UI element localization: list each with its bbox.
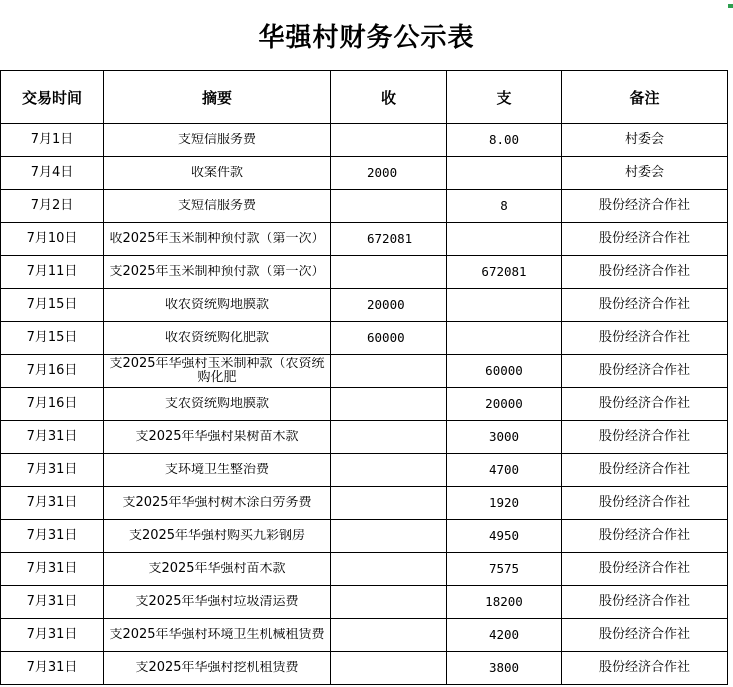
remark-cell-text: 股份经济合作社: [598, 231, 690, 246]
expense-cell-text: 4700: [488, 462, 520, 477]
table-row: [1, 190, 728, 223]
table-row: [1, 520, 728, 553]
expense-cell-text: 7575: [488, 561, 520, 576]
expense-cell-text: 4950: [488, 528, 520, 543]
table-row: [1, 586, 728, 619]
remark-cell[interactable]: [562, 322, 728, 355]
date-cell-text: 7月31日: [26, 594, 78, 609]
finance-table: [0, 70, 728, 685]
summary-cell-text: 支2025年华强村果树苗木款: [135, 430, 299, 444]
income-cell[interactable]: [331, 322, 447, 355]
remark-cell-text: 股份经济合作社: [598, 330, 690, 345]
remark-cell-text: 村委会: [624, 165, 664, 180]
table-row: [1, 256, 728, 289]
date-cell[interactable]: [1, 190, 104, 223]
income-cell[interactable]: [331, 586, 447, 619]
summary-cell[interactable]: [104, 157, 331, 190]
summary-cell-text: 支短信服务费: [177, 199, 256, 213]
date-cell-text: 7月31日: [26, 429, 78, 444]
date-cell-text: 7月31日: [26, 495, 78, 510]
table-row: [1, 388, 728, 421]
income-cell[interactable]: [331, 487, 447, 520]
summary-cell[interactable]: [104, 289, 331, 322]
income-cell[interactable]: [331, 421, 447, 454]
remark-cell[interactable]: [562, 256, 728, 289]
income-cell[interactable]: [331, 652, 447, 685]
income-cell[interactable]: [331, 388, 447, 421]
date-cell[interactable]: [1, 124, 104, 157]
remark-cell-text: 股份经济合作社: [598, 627, 690, 642]
summary-cell[interactable]: [104, 223, 331, 256]
date-cell[interactable]: [1, 388, 104, 421]
remark-cell[interactable]: [562, 619, 728, 652]
date-cell[interactable]: [1, 520, 104, 553]
summary-cell-text: 支2025年华强村玉米制种款（农资统购化肥: [109, 357, 325, 385]
expense-cell-text: 18200: [485, 594, 523, 609]
income-cell[interactable]: [331, 355, 447, 388]
remark-cell-text: 股份经济合作社: [598, 594, 690, 609]
summary-cell[interactable]: [104, 256, 331, 289]
expense-cell[interactable]: [447, 421, 562, 454]
summary-cell-text: 支2025年华强村苗木款: [148, 562, 286, 576]
table-row: [1, 652, 728, 685]
remark-cell-text: 股份经济合作社: [598, 462, 690, 477]
table-row: [1, 157, 728, 190]
summary-cell-text: 支环境卫生整治费: [164, 463, 269, 477]
income-cell[interactable]: [331, 553, 447, 586]
table-row: [1, 223, 728, 256]
remark-cell[interactable]: [562, 388, 728, 421]
income-cell-text: 2000: [367, 165, 398, 180]
date-cell-text: 7月31日: [26, 462, 78, 477]
summary-cell-text: 支2025年玉米制种预付款（第一次）: [109, 265, 325, 279]
remark-cell-text: 股份经济合作社: [598, 429, 690, 444]
expense-cell[interactable]: [447, 454, 562, 487]
expense-cell-text: 20000: [485, 396, 523, 411]
expense-cell[interactable]: [447, 355, 562, 388]
table-row: [1, 487, 728, 520]
summary-cell[interactable]: [104, 421, 331, 454]
remark-cell[interactable]: [562, 190, 728, 223]
remark-cell-text: 股份经济合作社: [598, 363, 690, 378]
header-expense[interactable]: 支: [447, 71, 562, 124]
summary-cell-text: 支2025年华强村购买九彩钢房: [128, 529, 306, 543]
expense-cell[interactable]: [447, 619, 562, 652]
date-cell-text: 7月15日: [26, 297, 78, 312]
date-cell[interactable]: [1, 487, 104, 520]
income-cell-text: 20000: [367, 297, 405, 312]
summary-cell[interactable]: [104, 652, 331, 685]
expense-cell[interactable]: [447, 256, 562, 289]
remark-cell[interactable]: [562, 454, 728, 487]
remark-cell[interactable]: [562, 157, 728, 190]
date-cell[interactable]: [1, 355, 104, 388]
table-row: [1, 322, 728, 355]
expense-cell[interactable]: [447, 223, 562, 256]
header-date[interactable]: 交易时间: [1, 71, 104, 124]
remark-cell[interactable]: [562, 553, 728, 586]
header-remark[interactable]: 备注: [562, 71, 728, 124]
date-cell[interactable]: [1, 256, 104, 289]
date-cell-text: 7月10日: [26, 231, 78, 246]
expense-cell[interactable]: [447, 487, 562, 520]
table-row: [1, 619, 728, 652]
remark-cell[interactable]: [562, 223, 728, 256]
expense-cell[interactable]: [447, 322, 562, 355]
expense-cell[interactable]: [447, 586, 562, 619]
income-cell[interactable]: [331, 454, 447, 487]
summary-cell[interactable]: [104, 454, 331, 487]
date-cell[interactable]: [1, 553, 104, 586]
expense-cell-text: 672081: [481, 264, 527, 279]
table-row: [1, 454, 728, 487]
remark-cell[interactable]: [562, 355, 728, 388]
summary-cell[interactable]: [104, 388, 331, 421]
cell-marker-icon: [728, 4, 733, 8]
expense-cell[interactable]: [447, 124, 562, 157]
date-cell[interactable]: [1, 289, 104, 322]
date-cell[interactable]: [1, 157, 104, 190]
remark-cell[interactable]: [562, 289, 728, 322]
expense-cell-text: 3800: [488, 660, 520, 675]
summary-cell[interactable]: [104, 553, 331, 586]
header-income[interactable]: 收: [331, 71, 447, 124]
summary-cell-text: 支2025年华强村树木涂白劳务费: [122, 496, 312, 510]
summary-cell-text: 支2025年华强村环境卫生机械租赁费: [109, 628, 325, 642]
summary-cell[interactable]: [104, 355, 331, 388]
remark-cell[interactable]: [562, 652, 728, 685]
income-cell[interactable]: [331, 124, 447, 157]
summary-cell[interactable]: [104, 586, 331, 619]
date-cell-text: 7月16日: [26, 363, 78, 378]
summary-cell[interactable]: [104, 124, 331, 157]
date-cell[interactable]: [1, 322, 104, 355]
date-cell-text: 7月31日: [26, 627, 78, 642]
income-cell[interactable]: [331, 619, 447, 652]
remark-cell[interactable]: [562, 421, 728, 454]
remark-cell-text: 村委会: [624, 132, 664, 147]
remark-cell-text: 股份经济合作社: [598, 561, 690, 576]
income-cell[interactable]: [331, 289, 447, 322]
income-cell[interactable]: [331, 223, 447, 256]
date-cell-text: 7月1日: [30, 132, 74, 147]
date-cell-text: 7月31日: [26, 528, 78, 543]
table-row: [1, 355, 728, 388]
date-cell[interactable]: [1, 586, 104, 619]
header-row: [1, 71, 728, 124]
remark-cell[interactable]: [562, 124, 728, 157]
remark-cell[interactable]: [562, 487, 728, 520]
date-cell[interactable]: [1, 421, 104, 454]
summary-cell-text: 支2025年华强村挖机租赁费: [135, 661, 299, 675]
expense-cell-text: 8: [500, 198, 508, 213]
remark-cell-text: 股份经济合作社: [598, 396, 690, 411]
expense-cell[interactable]: [447, 553, 562, 586]
income-cell[interactable]: [331, 157, 447, 190]
expense-cell-text: 4200: [488, 627, 520, 642]
remark-cell-text: 股份经济合作社: [598, 495, 690, 510]
expense-cell[interactable]: [447, 520, 562, 553]
summary-cell-text: 支2025年华强村垃圾清运费: [135, 595, 299, 609]
date-cell[interactable]: [1, 454, 104, 487]
header-summary[interactable]: 摘要: [104, 71, 331, 124]
date-cell-text: 7月15日: [26, 330, 78, 345]
remark-cell-text: 股份经济合作社: [598, 528, 690, 543]
remark-cell[interactable]: [562, 586, 728, 619]
summary-cell[interactable]: [104, 520, 331, 553]
expense-cell[interactable]: [447, 652, 562, 685]
page-title: 华强村财务公示表: [258, 22, 475, 53]
expense-cell-text: 8.00: [488, 132, 520, 147]
expense-cell[interactable]: [447, 388, 562, 421]
date-cell-text: 7月31日: [26, 660, 78, 675]
date-cell-text: 7月4日: [30, 165, 74, 180]
remark-cell-text: 股份经济合作社: [598, 198, 690, 213]
table-row: [1, 553, 728, 586]
summary-cell[interactable]: [104, 619, 331, 652]
summary-cell-text: 收农资统购化肥款: [164, 331, 269, 345]
summary-cell-text: 收2025年玉米制种预付款（第一次）: [109, 232, 325, 246]
expense-cell[interactable]: [447, 289, 562, 322]
summary-cell-text: 收农资统购地膜款: [164, 298, 269, 312]
income-cell[interactable]: [331, 520, 447, 553]
date-cell-text: 7月11日: [26, 264, 78, 279]
expense-cell[interactable]: [447, 157, 562, 190]
table-row: [1, 421, 728, 454]
date-cell-text: 7月31日: [26, 561, 78, 576]
summary-cell-text: 支农资统购地膜款: [164, 397, 269, 411]
income-cell[interactable]: [331, 256, 447, 289]
date-cell-text: 7月16日: [26, 396, 78, 411]
remark-cell[interactable]: [562, 520, 728, 553]
date-cell[interactable]: [1, 223, 104, 256]
income-cell-text: 672081: [367, 231, 413, 246]
remark-cell-text: 股份经济合作社: [598, 297, 690, 312]
date-cell-text: 7月2日: [30, 198, 74, 213]
table-row: [1, 289, 728, 322]
summary-cell[interactable]: [104, 190, 331, 223]
remark-cell-text: 股份经济合作社: [598, 660, 690, 675]
expense-cell-text: 3000: [488, 429, 520, 444]
remark-cell-text: 股份经济合作社: [598, 264, 690, 279]
summary-cell-text: 收案件款: [190, 166, 243, 180]
expense-cell-text: 1920: [488, 495, 520, 510]
summary-cell[interactable]: [104, 322, 331, 355]
income-cell-text: 60000: [367, 330, 405, 345]
income-cell[interactable]: [331, 190, 447, 223]
date-cell[interactable]: [1, 652, 104, 685]
summary-cell[interactable]: [104, 487, 331, 520]
expense-cell[interactable]: [447, 190, 562, 223]
table-row: [1, 124, 728, 157]
date-cell[interactable]: [1, 619, 104, 652]
summary-cell-text: 支短信服务费: [177, 133, 256, 147]
expense-cell-text: 60000: [485, 363, 523, 378]
